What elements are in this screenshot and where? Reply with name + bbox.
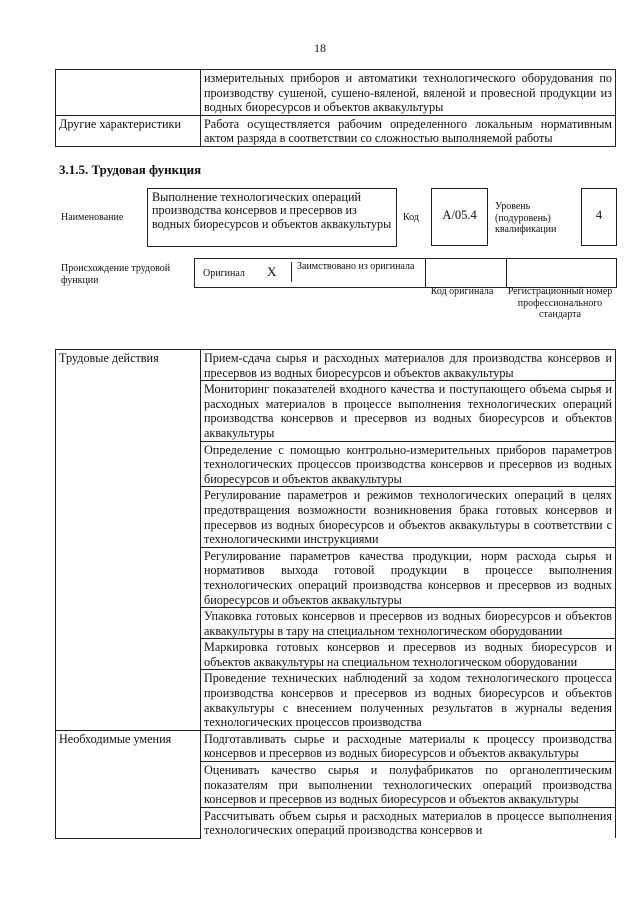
- list-item: Маркировка готовых консервов и пресервов из водных биоресурсов и объектов аквакультуры на специальном технологическом оборудовании: [201, 639, 616, 670]
- name-value: Выполнение технологических операций производства консервов и пресервов из водных биоресурсов и объектов аквакультуры: [152, 190, 392, 231]
- original-label: Оригинал: [203, 268, 245, 279]
- divider: [425, 259, 426, 287]
- empty-label-cell: [56, 70, 201, 116]
- code-value-box: [431, 188, 488, 246]
- list-item: Оценивать качество сырья и полуфабрикатов по органолептическим показателям при выполнении технологических операций производства консервов и пресервов из водных биоресурсов и объектов аквакультуры: [201, 762, 616, 808]
- code-original-caption: Код оригинала: [430, 286, 494, 297]
- level-value: 4: [595, 208, 603, 222]
- code-label: Код: [403, 212, 419, 223]
- other-characteristics-text: Работа осуществляется рабочим определенного локальным нормативным актом разряда в соответствии со сложностью выполняемой работы: [201, 115, 616, 146]
- level-label: Уровень (подуровень) квалификации: [495, 201, 557, 235]
- table-row: [56, 115, 616, 146]
- table-row: [56, 730, 616, 761]
- list-item: Подготавливать сырье и расходные материалы к процессу производства консервов и пресервов из водных биоресурсов и объектов аквакультуры: [201, 730, 616, 761]
- borrowed-label: Заимствовано из оригинала: [297, 261, 415, 272]
- name-label: Наименование: [61, 212, 124, 223]
- table-row: [56, 70, 616, 116]
- page-number: 18: [314, 41, 326, 55]
- divider: [506, 259, 507, 287]
- list-item: Определение с помощью контрольно-измерительных приборов параметров технологических процессов производства консервов и пресервов из водных биоресурсов и объектов аквакультуры: [201, 441, 616, 487]
- list-item: Проведение технических наблюдений за ходом технологического процесса производства консервов и пресервов из водных биоресурсов и объектов аквакультуры с внесением полученных результатов в журналы ведения технологических процессов производства: [201, 670, 616, 730]
- list-item: Упаковка готовых консервов и пресервов из водных биоресурсов и объектов аквакультуры в тару на специальном технологическом оборудовании: [201, 608, 616, 639]
- labor-actions-label: Трудовые действия: [56, 350, 201, 731]
- continued-text: измерительных приборов и автоматики технологического оборудования по производству сушеной, сушено-вяленой, вяленой и провесной продукции из водных биоресурсов и объектов аквакультуры: [201, 70, 616, 116]
- level-value-box: [581, 188, 617, 246]
- reg-number-caption: Регистрационный номер профессионального стандарта: [507, 286, 613, 320]
- origin-box: [194, 258, 617, 288]
- labor-function-table: [55, 349, 616, 839]
- origin-label: Происхождение трудовой функции: [61, 263, 171, 286]
- list-item: Рассчитывать объем сырья и расходных материалов в процессе выполнения технологических операций производства консервов и: [201, 807, 616, 838]
- list-item: Регулирование параметров и режимов технологических операций в целях предотвращения возможности возникновения брака готовых консервов и пресервов из водных биоресурсов и объектов аквакультуры в соответствии с технологическими инструкциями: [201, 487, 616, 547]
- section-title: 3.1.5. Трудовая функция: [59, 162, 202, 177]
- list-item: Прием-сдача сырья и расходных материалов для производства консервов и пресервов из водных биоресурсов и объектов аквакультуры: [201, 350, 616, 381]
- code-value: А/05.4: [442, 208, 477, 222]
- name-value-box: [147, 188, 397, 247]
- required-skills-label: Необходимые умения: [56, 730, 201, 838]
- divider: [291, 262, 292, 282]
- original-mark: X: [267, 264, 277, 279]
- list-item: Мониторинг показателей входного качества и поступающего объема сырья и расходных материалов в процессе выполнения технологических операций производства консервов и пресервов из водных биоресурсов и объектов аквакультуры: [201, 381, 616, 441]
- other-characteristics-label: Другие характеристики: [56, 115, 201, 146]
- table-row: [56, 350, 616, 381]
- list-item: Регулирование параметров качества продукции, норм расхода сырья и нормативов выхода готовой продукции в процессе выполнения технологических операций производства консервов и пресервов из водных биоресурсов и объектов аквакультуры: [201, 547, 616, 607]
- previous-function-table-continuation: [55, 69, 616, 147]
